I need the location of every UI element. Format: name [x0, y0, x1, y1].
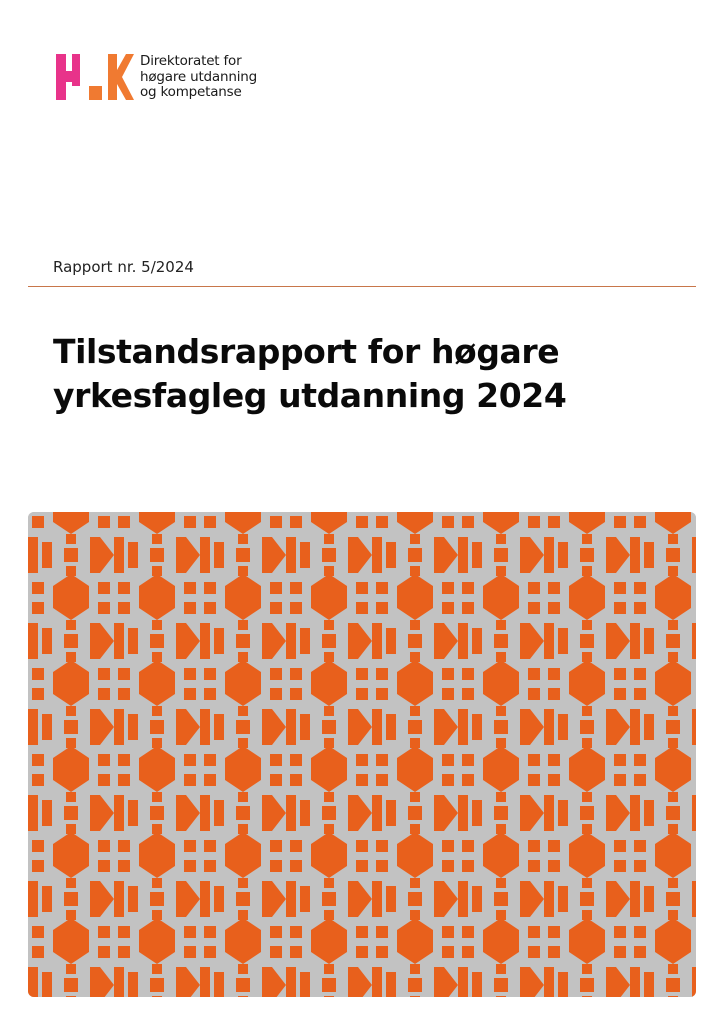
logo-orange-dot: [89, 86, 102, 100]
hkdir-logo-mark: [56, 54, 136, 102]
report-title-line: Tilstandsrapport for høgare: [53, 332, 560, 371]
organization-name-line: Direktoratet for: [140, 53, 242, 69]
organization-name-line: og kompetanse: [140, 84, 242, 100]
logo: [56, 54, 257, 102]
report-title: [53, 330, 693, 418]
logo-pink-h: [56, 54, 80, 100]
report-title-line: yrkesfagleg utdanning 2024: [53, 376, 567, 415]
divider: [28, 286, 696, 287]
logo-orange-k: [108, 54, 134, 100]
organization-name-line: høgare utdanning: [140, 68, 257, 85]
report-number: Rapport nr. 5/2024: [53, 258, 194, 276]
logo-pink-foot: [72, 82, 80, 86]
cover-pattern: [28, 512, 696, 997]
organization-name: [140, 54, 257, 101]
geometric-pattern-graphic: [28, 512, 696, 997]
